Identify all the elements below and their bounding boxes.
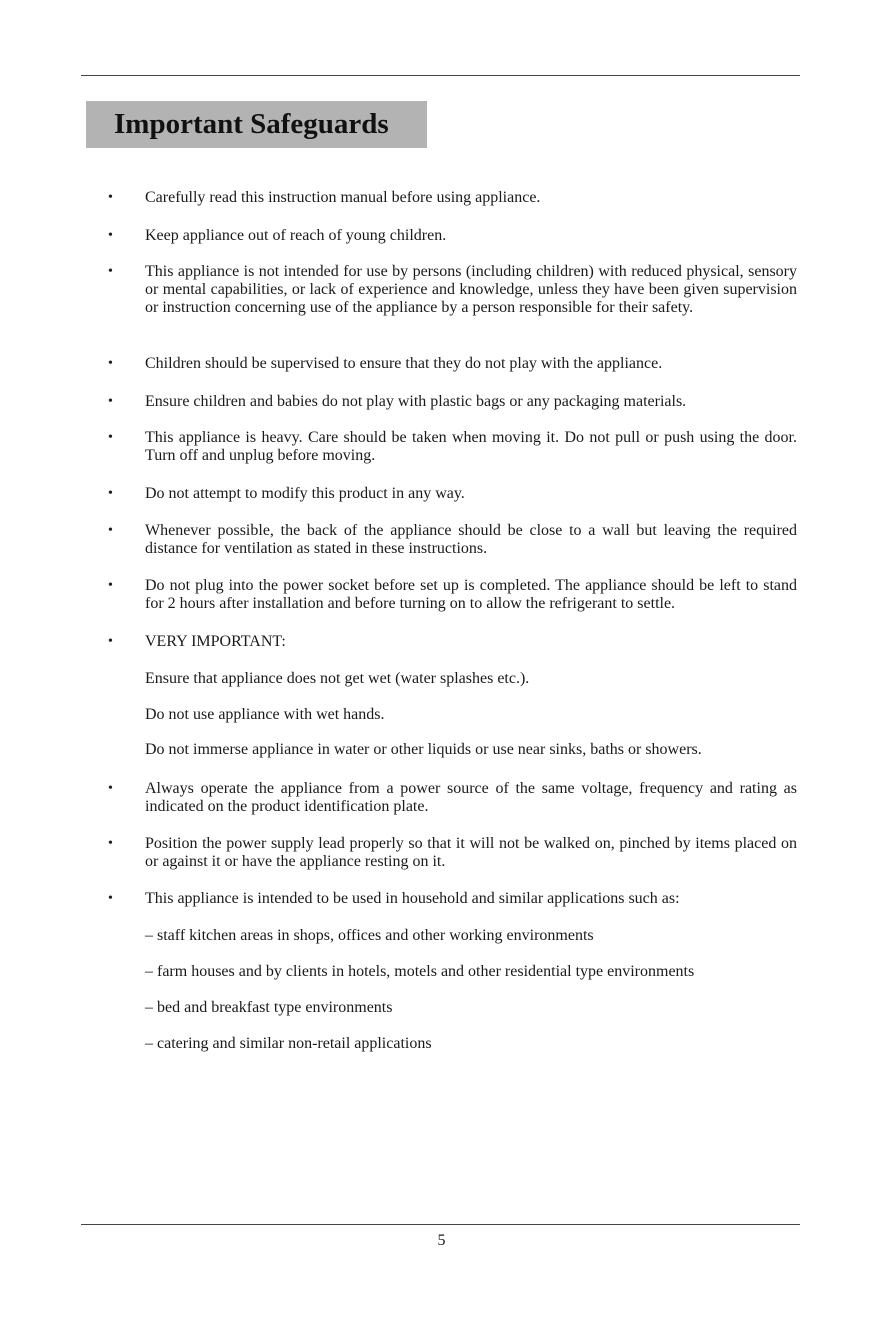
bullet-icon: • <box>108 430 113 445</box>
list-item: • This appliance is heavy. Care should be taken when moving it. Do not pull or push using the door. Turn off and unplug before moving. <box>108 429 797 464</box>
bullet-icon: • <box>108 523 113 538</box>
application-item: – bed and breakfast type environments <box>145 999 393 1016</box>
bullet-icon: • <box>108 891 113 906</box>
application-item: – catering and similar non-retail applications <box>145 1035 432 1052</box>
list-item-very-important: • VERY IMPORTANT: <box>108 633 286 650</box>
very-important-line: Do not use appliance with wet hands. <box>145 706 385 723</box>
list-item: • Position the power supply lead properly so that it will not be walked on, pinched by items placed on or against it or have the appliance resting on it. <box>108 835 797 870</box>
bullet-icon: • <box>108 356 113 371</box>
application-item: – staff kitchen areas in shops, offices and other working environments <box>145 927 594 944</box>
list-item: • Ensure children and babies do not play with plastic bags or any packaging materials. <box>108 393 687 410</box>
bullet-icon: • <box>108 781 113 796</box>
list-item: • Do not plug into the power socket before set up is completed. The appliance should be left to stand for 2 hours after installation and before turning on to allow the refrigerant to settle. <box>108 577 797 612</box>
application-item: – farm houses and by clients in hotels, motels and other residential type environments <box>145 963 695 980</box>
top-rule <box>81 75 800 76</box>
list-item: • Carefully read this instruction manual before using appliance. <box>108 189 541 206</box>
very-important-line: Do not immerse appliance in water or other liquids or use near sinks, baths or showers. <box>145 741 702 758</box>
list-item: • Children should be supervised to ensure that they do not play with the appliance. <box>108 355 663 372</box>
bullet-icon: • <box>108 228 113 243</box>
bottom-rule <box>81 1224 800 1225</box>
list-item: • This appliance is not intended for use by persons (including children) with reduced physical, sensory or mental capabilities, or lack of experience and knowledge, unless they have been given supervision or instruction concerning use of the appliance by a person responsible for their safety. <box>108 263 797 316</box>
page-number: 5 <box>437 1232 446 1249</box>
very-important-line: Ensure that appliance does not get wet (water splashes etc.). <box>145 670 530 687</box>
list-item: • Keep appliance out of reach of young children. <box>108 227 447 244</box>
list-item: • This appliance is intended to be used in household and similar applications such as: <box>108 890 680 907</box>
section-title: Important Safeguards <box>86 101 427 148</box>
list-item: • Do not attempt to modify this product in any way. <box>108 485 465 502</box>
bullet-icon: • <box>108 634 113 649</box>
bullet-icon: • <box>108 578 113 593</box>
bullet-icon: • <box>108 836 113 851</box>
list-item: • Always operate the appliance from a power source of the same voltage, frequency and rating as indicated on the product identification plate. <box>108 780 797 815</box>
bullet-icon: • <box>108 264 113 279</box>
list-item: • Whenever possible, the back of the appliance should be close to a wall but leaving the required distance for ventilation as stated in these instructions. <box>108 522 797 557</box>
bullet-icon: • <box>108 486 113 501</box>
bullet-icon: • <box>108 190 113 205</box>
bullet-icon: • <box>108 394 113 409</box>
